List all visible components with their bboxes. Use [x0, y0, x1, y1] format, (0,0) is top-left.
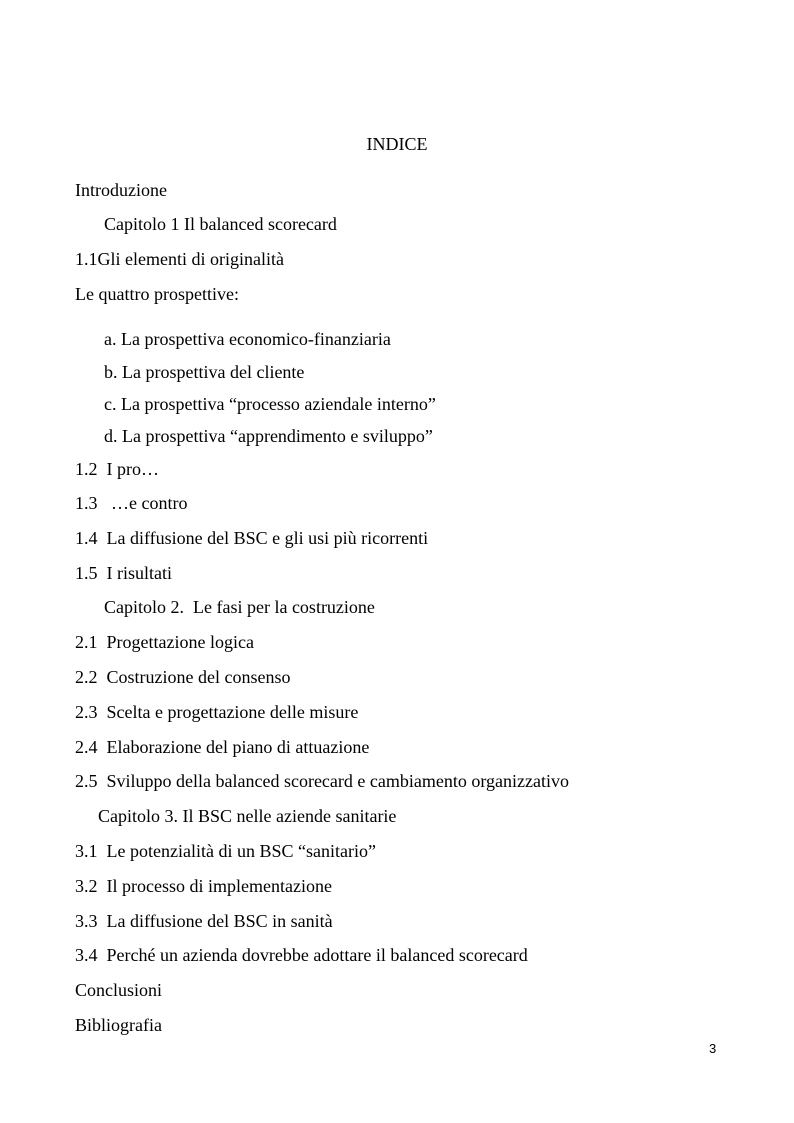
- toc-entry-2-4: 2.4 Elaborazione del piano di attuazione: [75, 737, 370, 757]
- toc-entry-1-4: 1.4 La diffusione del BSC e gli usi più ricorrenti: [75, 528, 429, 548]
- toc-subentry-d: d. La prospettiva “apprendimento e sviluppo”: [104, 426, 433, 446]
- toc-entry-quattro-prospettive: Le quattro prospettive:: [75, 284, 239, 304]
- toc-entry-1-2: 1.2 I pro…: [75, 459, 159, 479]
- toc-entry-2-1: 2.1 Progettazione logica: [75, 632, 254, 652]
- toc-entry-3-1: 3.1 Le potenzialità di un BSC “sanitario”: [75, 841, 376, 861]
- toc-entry-1-1: 1.1Gli elementi di originalità: [75, 249, 284, 269]
- toc-chapter-3: Capitolo 3. Il BSC nelle aziende sanitarie: [98, 806, 397, 826]
- toc-entry-conclusioni: Conclusioni: [75, 980, 163, 1000]
- page-number: 3: [709, 1041, 717, 1056]
- toc-entry-3-2: 3.2 Il processo di implementazione: [75, 876, 332, 896]
- toc-entry-introduzione: Introduzione: [75, 180, 167, 200]
- toc-chapter-1: Capitolo 1 Il balanced scorecard: [104, 214, 337, 234]
- toc-entry-2-3: 2.3 Scelta e progettazione delle misure: [75, 702, 359, 722]
- toc-entry-2-5: 2.5 Sviluppo della balanced scorecard e cambiamento organizzativo: [75, 771, 569, 791]
- toc-entry-3-3: 3.3 La diffusione del BSC in sanità: [75, 911, 333, 931]
- toc-subentry-a: a. La prospettiva economico-finanziaria: [104, 329, 391, 349]
- toc-subentry-c: c. La prospettiva “processo aziendale interno”: [104, 394, 436, 414]
- toc-subentry-b: b. La prospettiva del cliente: [104, 362, 305, 382]
- page-title: INDICE: [366, 134, 428, 154]
- toc-entry-1-5: 1.5 I risultati: [75, 563, 172, 583]
- toc-entry-2-2: 2.2 Costruzione del consenso: [75, 667, 291, 687]
- toc-entry-3-4: 3.4 Perché un azienda dovrebbe adottare il balanced scorecard: [75, 945, 528, 965]
- toc-entry-1-3: 1.3 …e contro: [75, 493, 188, 513]
- toc-entry-bibliografia: Bibliografia: [75, 1015, 162, 1035]
- toc-chapter-2: Capitolo 2. Le fasi per la costruzione: [104, 597, 375, 617]
